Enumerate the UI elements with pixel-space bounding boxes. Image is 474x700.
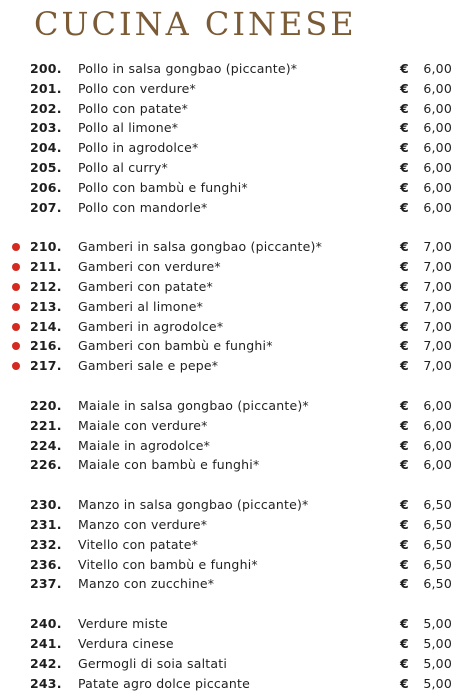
- item-number: 236.: [30, 556, 62, 572]
- euro-sign: €: [400, 457, 409, 473]
- euro-sign: €: [400, 635, 409, 651]
- item-name: Manzo con zucchine*: [78, 576, 215, 592]
- euro-sign: €: [400, 437, 409, 453]
- euro-sign: €: [400, 140, 409, 156]
- menu-item: [0, 99, 474, 119]
- euro-sign: €: [400, 318, 409, 334]
- item-name: Gamberi con patate*: [78, 278, 213, 294]
- item-name: Gamberi sale e pepe*: [78, 358, 219, 374]
- item-price: 6,00: [423, 159, 452, 175]
- item-price: 6,00: [423, 457, 452, 473]
- euro-sign: €: [400, 159, 409, 175]
- item-price: 6,00: [423, 80, 452, 96]
- item-price: 7,00: [423, 318, 452, 334]
- item-name: Vitello con bambù e funghi*: [78, 556, 258, 572]
- item-number: 207.: [30, 199, 62, 215]
- menu-item: [0, 237, 474, 257]
- item-name: Verdura cinese: [78, 635, 174, 651]
- item-name: Maiale in salsa gongbao (piccante)*: [78, 397, 309, 413]
- menu-item: [0, 178, 474, 198]
- euro-sign: €: [400, 397, 409, 413]
- menu-item: [0, 317, 474, 337]
- item-number: 221.: [30, 417, 62, 433]
- item-number: 214.: [30, 318, 62, 334]
- menu-item: [0, 297, 474, 317]
- menu-item: [0, 277, 474, 297]
- menu-item: [0, 654, 474, 674]
- menu-item: [0, 574, 474, 594]
- menu-item: [0, 436, 474, 456]
- item-price: 5,00: [423, 616, 452, 632]
- euro-sign: €: [400, 417, 409, 433]
- menu-item: [0, 59, 474, 79]
- item-price: 5,00: [423, 635, 452, 651]
- euro-sign: €: [400, 536, 409, 552]
- item-name: Gamberi al limone*: [78, 298, 204, 314]
- euro-sign: €: [400, 179, 409, 195]
- item-price: 7,00: [423, 298, 452, 314]
- item-price: 6,00: [423, 437, 452, 453]
- menu-item: [0, 614, 474, 634]
- item-name: Pollo con patate*: [78, 100, 189, 116]
- menu-section: [0, 614, 474, 693]
- euro-sign: €: [400, 199, 409, 215]
- euro-sign: €: [400, 120, 409, 136]
- red-dot-icon: [12, 323, 20, 331]
- item-number: 240.: [30, 616, 62, 632]
- item-number: 242.: [30, 655, 62, 671]
- item-number: 213.: [30, 298, 62, 314]
- item-number: 231.: [30, 516, 62, 532]
- menu-item: [0, 416, 474, 436]
- item-name: Pollo al limone*: [78, 120, 179, 136]
- menu-item: [0, 138, 474, 158]
- item-price: 6,00: [423, 179, 452, 195]
- menu-item: [0, 674, 474, 694]
- euro-sign: €: [400, 100, 409, 116]
- menu-item: [0, 495, 474, 515]
- page-title: CUCINA CINESE: [34, 5, 357, 43]
- item-number: 217.: [30, 358, 62, 374]
- menu-item: [0, 455, 474, 475]
- item-name: Gamberi con bambù e funghi*: [78, 338, 273, 354]
- item-number: 226.: [30, 457, 62, 473]
- item-name: Pollo in salsa gongbao (piccante)*: [78, 61, 298, 76]
- menu-section: [0, 237, 474, 376]
- item-name: Gamberi con verdure*: [78, 259, 221, 275]
- menu-list: [0, 59, 474, 693]
- euro-sign: €: [400, 497, 409, 513]
- menu-item: [0, 158, 474, 178]
- menu-item: [0, 257, 474, 277]
- item-number: 224.: [30, 437, 62, 453]
- item-name: Pollo con verdure*: [78, 80, 196, 96]
- item-price: 6,50: [423, 497, 452, 513]
- item-number: 212.: [30, 278, 62, 294]
- menu-item: [0, 356, 474, 376]
- item-number: 203.: [30, 120, 62, 136]
- menu-section: [0, 495, 474, 594]
- item-number: 204.: [30, 140, 62, 156]
- item-name: Pollo con bambù e funghi*: [78, 179, 248, 195]
- item-number: 205.: [30, 159, 62, 175]
- euro-sign: €: [400, 259, 409, 275]
- item-number: 202.: [30, 100, 62, 116]
- euro-sign: €: [400, 358, 409, 374]
- item-price: 6,00: [423, 120, 452, 136]
- item-number: 243.: [30, 675, 62, 691]
- red-dot-icon: [12, 243, 20, 251]
- item-price: 6,00: [423, 61, 452, 76]
- item-name: Manzo con verdure*: [78, 516, 208, 532]
- menu-item: [0, 336, 474, 356]
- item-number: 200.: [30, 61, 62, 76]
- item-price: 6,00: [423, 199, 452, 215]
- item-name: Maiale con verdure*: [78, 417, 208, 433]
- item-name: Patate agro dolce piccante: [78, 675, 250, 691]
- menu-section: [0, 59, 474, 217]
- item-price: 5,00: [423, 675, 452, 691]
- euro-sign: €: [400, 278, 409, 294]
- item-price: 7,00: [423, 358, 452, 374]
- item-number: 211.: [30, 259, 62, 275]
- item-price: 6,50: [423, 516, 452, 532]
- item-name: Gamberi in salsa gongbao (piccante)*: [78, 239, 323, 255]
- euro-sign: €: [400, 616, 409, 632]
- item-name: Manzo in salsa gongbao (piccante)*: [78, 497, 309, 513]
- menu-item: [0, 396, 474, 416]
- red-dot-icon: [12, 342, 20, 350]
- item-number: 220.: [30, 397, 62, 413]
- item-name: Verdure miste: [78, 616, 168, 632]
- item-price: 7,00: [423, 278, 452, 294]
- item-name: Germogli di soia saltati: [78, 655, 228, 671]
- item-price: 6,50: [423, 576, 452, 592]
- menu-item: [0, 79, 474, 99]
- item-price: 7,00: [423, 239, 452, 255]
- item-number: 230.: [30, 497, 62, 513]
- item-price: 7,00: [423, 338, 452, 354]
- menu-item: [0, 555, 474, 575]
- euro-sign: €: [400, 239, 409, 255]
- menu-item: [0, 118, 474, 138]
- item-name: Maiale con bambù e funghi*: [78, 457, 260, 473]
- euro-sign: €: [400, 655, 409, 671]
- red-dot-icon: [12, 263, 20, 271]
- item-price: 6,50: [423, 556, 452, 572]
- euro-sign: €: [400, 61, 409, 76]
- item-name: Vitello con patate*: [78, 536, 199, 552]
- euro-sign: €: [400, 675, 409, 691]
- item-number: 201.: [30, 80, 62, 96]
- menu-item: [0, 198, 474, 218]
- item-number: 216.: [30, 338, 62, 354]
- red-dot-icon: [12, 283, 20, 291]
- item-number: 237.: [30, 576, 62, 592]
- item-price: 6,00: [423, 397, 452, 413]
- item-price: 7,00: [423, 259, 452, 275]
- item-price: 6,00: [423, 140, 452, 156]
- euro-sign: €: [400, 338, 409, 354]
- euro-sign: €: [400, 576, 409, 592]
- item-number: 210.: [30, 239, 62, 255]
- red-dot-icon: [12, 303, 20, 311]
- euro-sign: €: [400, 80, 409, 96]
- item-price: 5,00: [423, 655, 452, 671]
- euro-sign: €: [400, 516, 409, 532]
- item-name: Pollo al curry*: [78, 159, 168, 175]
- item-name: Gamberi in agrodolce*: [78, 318, 224, 334]
- euro-sign: €: [400, 556, 409, 572]
- item-price: 6,50: [423, 536, 452, 552]
- item-number: 206.: [30, 179, 62, 195]
- euro-sign: €: [400, 298, 409, 314]
- menu-item: [0, 634, 474, 654]
- menu-item: [0, 535, 474, 555]
- red-dot-icon: [12, 362, 20, 370]
- item-name: Pollo con mandorle*: [78, 199, 208, 215]
- item-number: 241.: [30, 635, 62, 651]
- item-name: Pollo in agrodolce*: [78, 140, 199, 156]
- item-name: Maiale in agrodolce*: [78, 437, 211, 453]
- item-number: 232.: [30, 536, 62, 552]
- item-price: 6,00: [423, 100, 452, 116]
- menu-section: [0, 396, 474, 475]
- menu-item: [0, 515, 474, 535]
- item-price: 6,00: [423, 417, 452, 433]
